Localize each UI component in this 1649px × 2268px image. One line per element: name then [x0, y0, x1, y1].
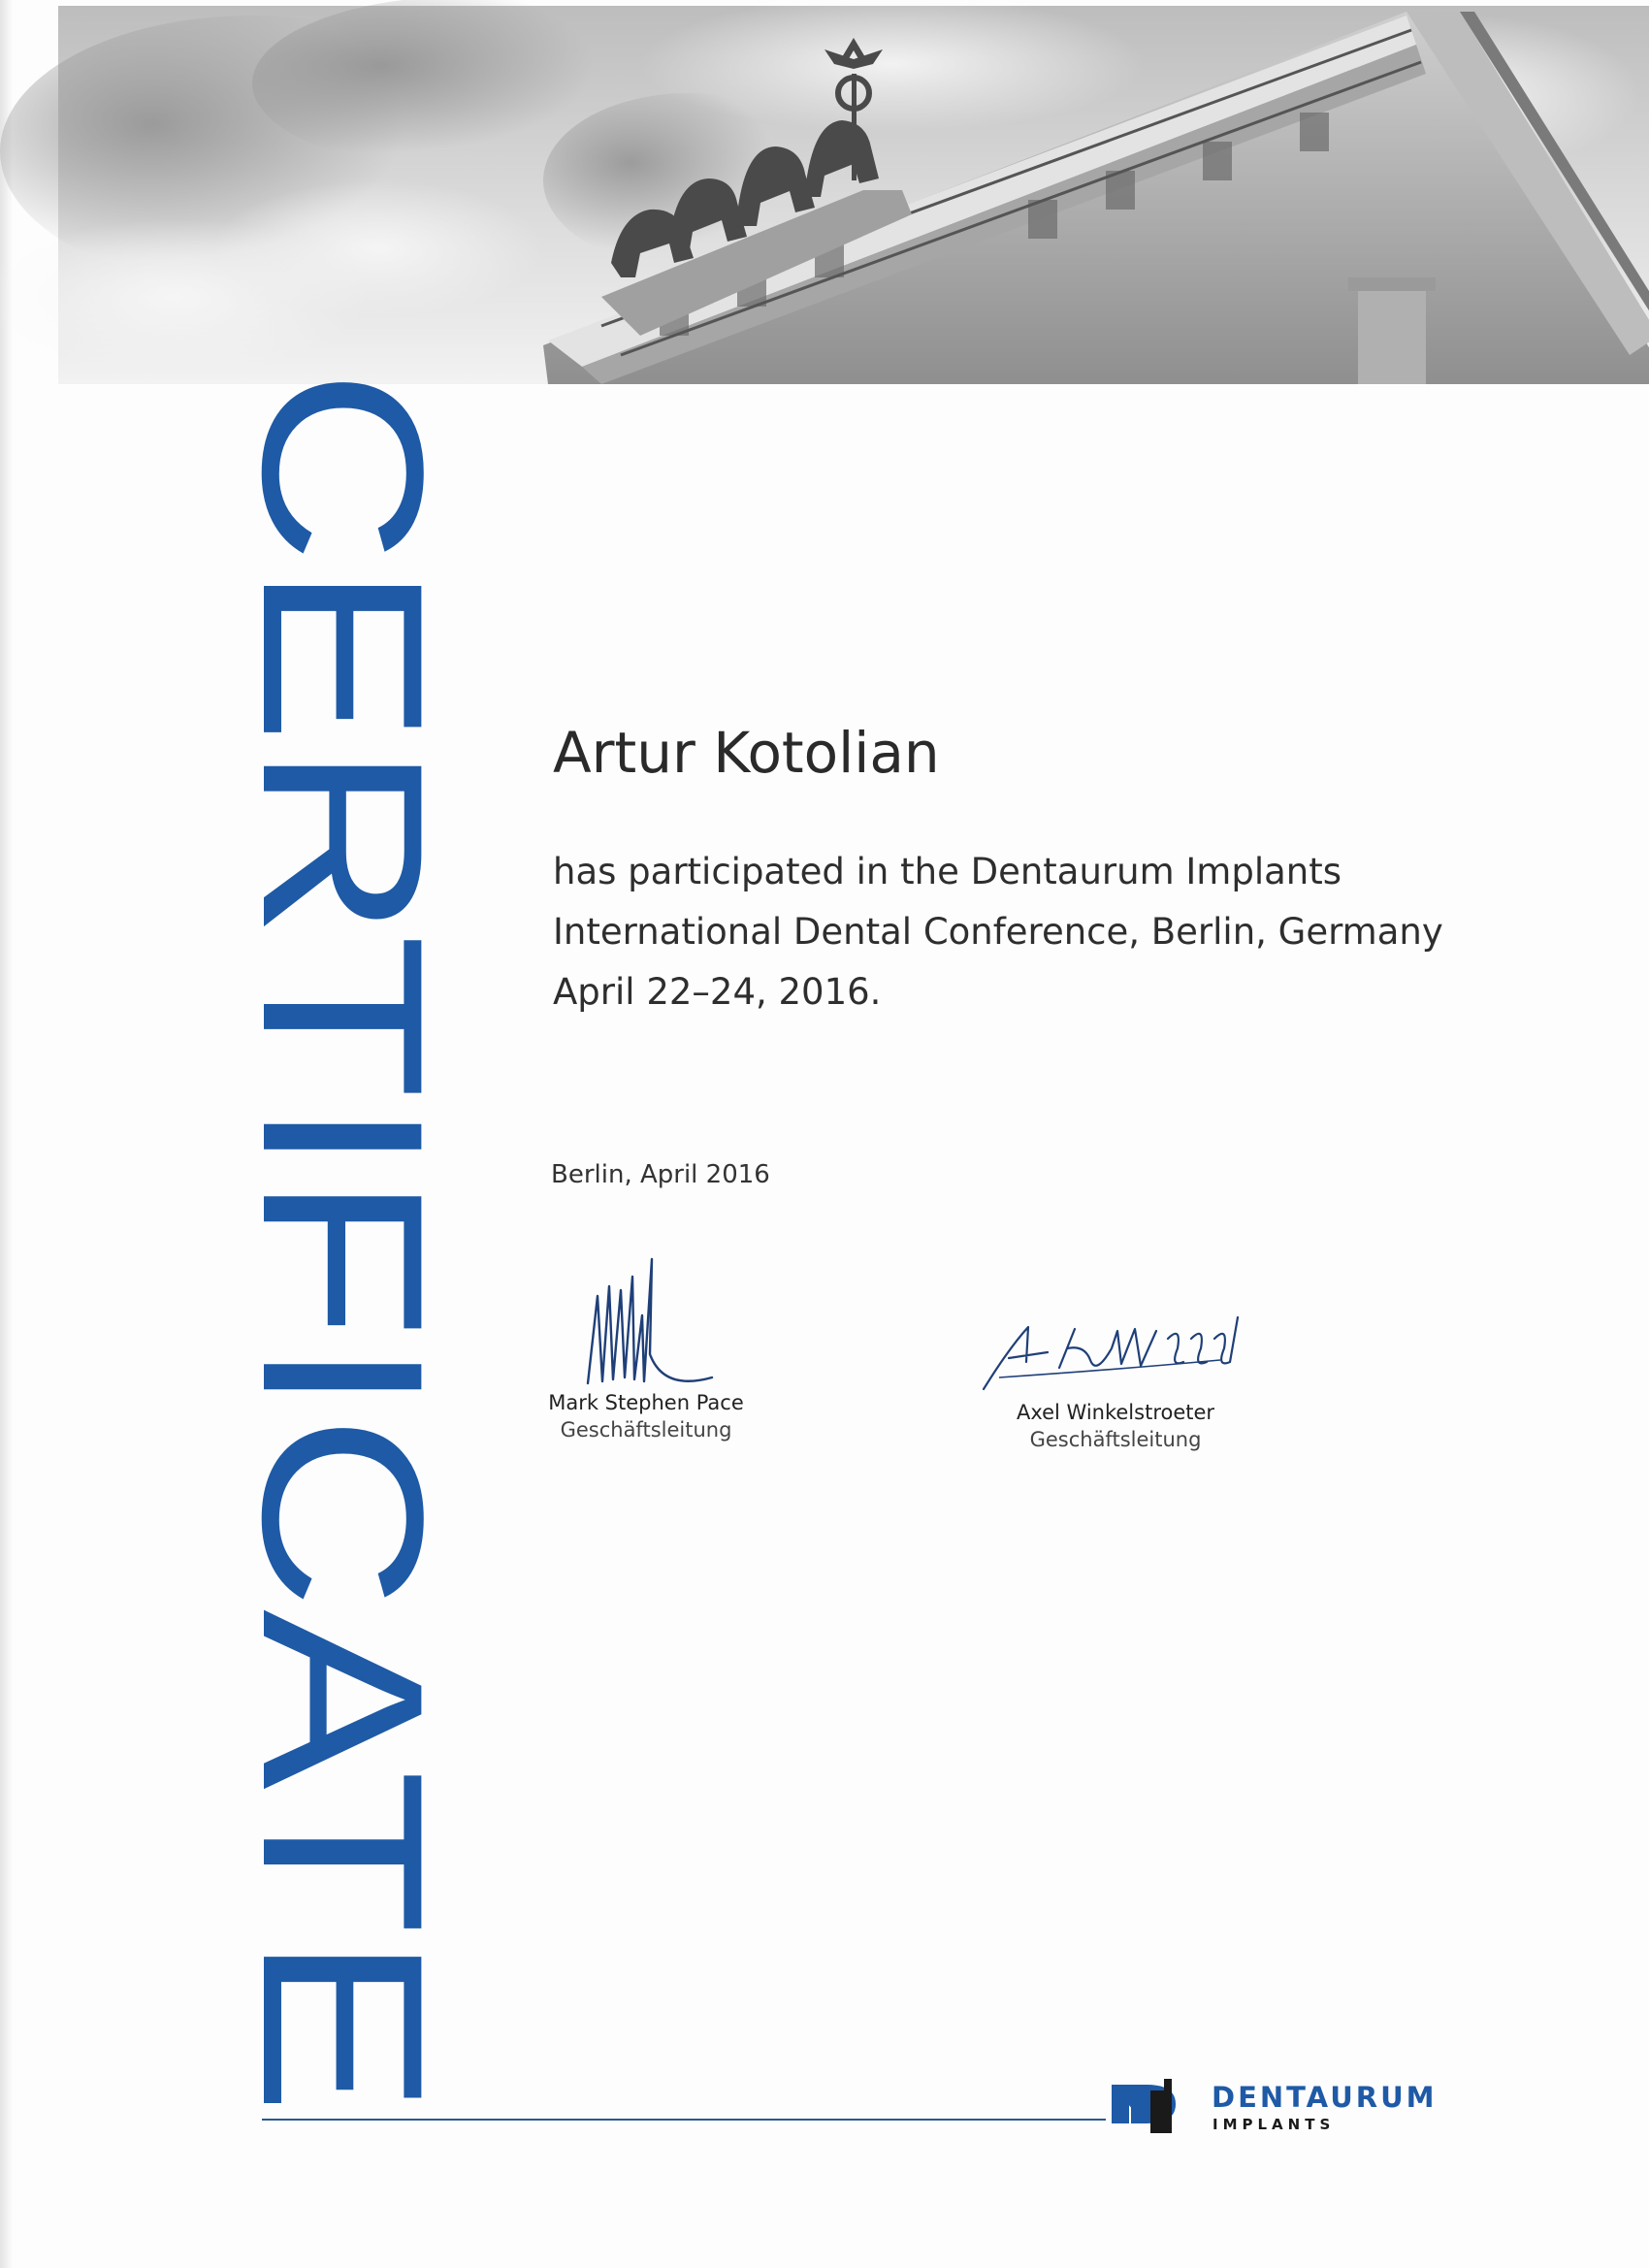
header-photo-brandenburg-gate [58, 6, 1649, 384]
footer-rule [262, 2119, 1106, 2121]
signatory-2-role: Geschäftsleitung [1029, 1428, 1202, 1451]
signatory-2-name: Axel Winkelstroeter [1016, 1401, 1215, 1424]
certificate-title [48, 369, 470, 2115]
implants-wordmark: IMPLANTS [1212, 2116, 1336, 2133]
dentaurum-logo-icon [1112, 2079, 1189, 2137]
signatory-1-role: Geschäftsleitung [560, 1418, 732, 1442]
certificate-title-text: CERTIFICATE [214, 369, 470, 1849]
signatory-1-name: Mark Stephen Pace [548, 1391, 744, 1414]
signature-block-1 [501, 1257, 792, 1442]
signature-block-2 [970, 1310, 1261, 1451]
dentaurum-logo [1112, 2079, 1519, 2137]
participation-line-3: April 22–24, 2016. [553, 971, 882, 1013]
signature-1-scribble [549, 1257, 743, 1393]
participation-line-1: has participated in the Dentaurum Implants [553, 851, 1342, 892]
recipient-name: Artur Kotolian [553, 720, 940, 786]
place-and-date: Berlin, April 2016 [551, 1160, 770, 1189]
paper-edge [0, 0, 12, 2268]
signature-2-scribble [970, 1310, 1261, 1397]
dentaurum-wordmark: DENTAURUM [1212, 2081, 1438, 2114]
participation-line-2: International Dental Conference, Berlin, Germany [553, 911, 1443, 953]
